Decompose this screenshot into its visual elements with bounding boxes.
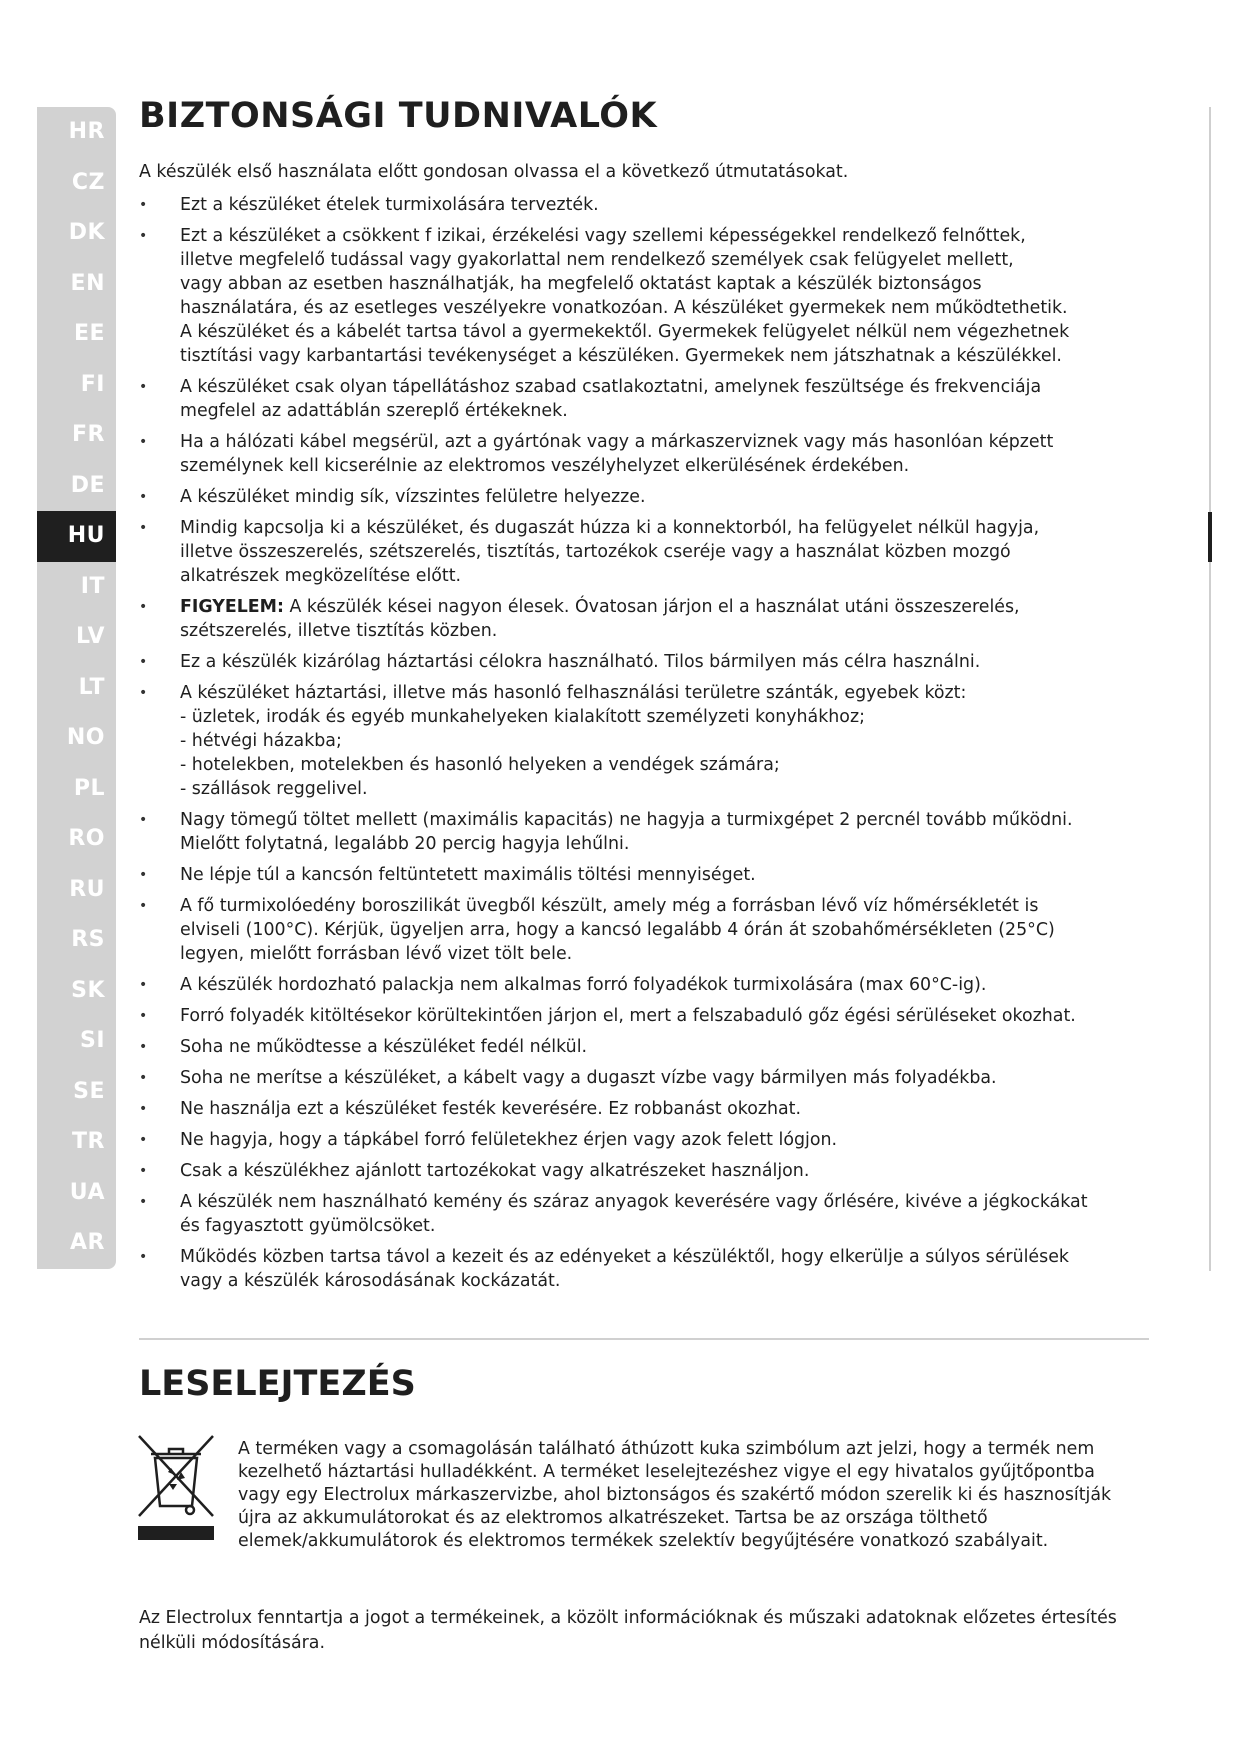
safety-intro: A készülék első használata előtt gondosan olvassa el a következő útmutatásokat.: [139, 162, 849, 182]
language-tab-rs[interactable]: RS: [71, 927, 105, 952]
disclaimer-text: Az Electrolux fenntartja a jogot a termékeinek, a közölt információknak és műszaki adatoknak előzetes értesítés nélküli módosítására.: [139, 1608, 1117, 1653]
language-tab-hu[interactable]: HU: [37, 511, 116, 562]
disposal-title: LESELEJTEZÉS: [139, 1364, 416, 1404]
language-tab-dk[interactable]: DK: [68, 220, 105, 245]
language-tab-si[interactable]: SI: [79, 1028, 105, 1053]
language-tab-cz[interactable]: CZ: [71, 169, 105, 195]
language-sidebar: [37, 107, 116, 1269]
safety-item: • Ne lépje túl a kancsón feltüntetett maximális töltési mennyiséget.: [139, 863, 1149, 887]
safety-item: • A készüléket háztartási, illetve más hasonló felhasználási területre szánták, egyebek közt: - üzletek, irodák és egyéb munkahelyeken kialakított személyzeti konyhákhoz; - hétvégi házakba; - hotelekben, motelekben és hasonló helyeken a vendégek számára; - szállások reggelivel.: [139, 681, 1149, 801]
language-tab-it[interactable]: IT: [80, 573, 105, 599]
language-tab-ro[interactable]: RO: [68, 826, 105, 851]
safety-item: • A készülék nem használható kemény és száraz anyagok keverésére vagy őrlésére, kivéve a jégkockákat és fagyasztott gyümölcsöket.: [139, 1190, 1149, 1238]
safety-item: • A készülék hordozható palackja nem alkalmas forró folyadékok turmixolására (max 60°C-ig).: [139, 973, 1149, 997]
safety-item: • Ne hagyja, hogy a tápkábel forró felületekhez érjen vagy azok felett lógjon.: [139, 1128, 1149, 1152]
language-tab-no[interactable]: NO: [66, 725, 105, 750]
language-tab-ee[interactable]: EE: [73, 321, 105, 346]
language-tab-fr[interactable]: FR: [72, 422, 105, 447]
safety-item: • Ne használja ezt a készüléket festék keverésére. Ez robbanást okozhat.: [139, 1097, 1149, 1121]
safety-item: • Soha ne merítse a készüléket, a kábelt vagy a dugaszt vízbe vagy bármilyen más folyadékba.: [139, 1066, 1149, 1090]
language-tab-se[interactable]: SE: [73, 1078, 105, 1104]
language-tab-sk[interactable]: SK: [71, 977, 105, 1003]
language-tab-en[interactable]: EN: [70, 270, 105, 296]
language-tab-de[interactable]: DE: [70, 472, 105, 498]
warning-lead: FIGYELEM:: [180, 597, 284, 617]
safety-item: • Ha a hálózati kábel megsérül, azt a gyártónak vagy a márkaszerviznek vagy más hasonlóan képzett személynek kell kicserélnie az elektromos veszélyhelyzet elkerülésének érdekében.: [139, 430, 1149, 478]
safety-item: • A készüléket mindig sík, vízszintes felületre helyezze.: [139, 485, 1149, 509]
language-tab-tr[interactable]: TR: [72, 1129, 105, 1154]
language-tab-ua[interactable]: UA: [69, 1179, 105, 1205]
safety-item: [139, 595, 1149, 643]
language-tab-ru[interactable]: RU: [69, 876, 105, 902]
safety-item: • Soha ne működtesse a készüléket fedél nélkül.: [139, 1035, 1149, 1059]
page-edge-marker: [1208, 512, 1212, 562]
safety-item: • Nagy tömegű töltet mellett (maximális kapacitás) ne hagyja a turmixgépet 2 percnél tovább működni. Mielőtt folytatná, legalább 20 percig hagyja lehűlni.: [139, 808, 1149, 856]
language-tab-hr[interactable]: HR: [68, 119, 105, 144]
language-tab-ar[interactable]: AR: [70, 1230, 105, 1255]
safety-item: • Csak a készülékhez ajánlott tartozékokat vagy alkatrészeket használjon.: [139, 1159, 1149, 1183]
safety-title: BIZTONSÁGI TUDNIVALÓK: [139, 96, 658, 136]
safety-item: • Ez a készülék kizárólag háztartási célokra használható. Tilos bármilyen más célra használni.: [139, 650, 1149, 674]
crossed-out-bin-icon: [133, 1432, 219, 1544]
safety-item: • Működés közben tartsa távol a kezeit és az edényeket a készüléktől, hogy elkerülje a súlyos sérülések vagy a készülék károsodásának kockázatát.: [139, 1245, 1149, 1293]
language-tab-pl[interactable]: PL: [73, 775, 105, 801]
safety-item: • Forró folyadék kitöltésekor körültekintően járjon el, mert a felszabaduló gőz égési sérüléseket okozhat.: [139, 1004, 1149, 1028]
safety-item: • A fő turmixolóedény boroszilikát üvegből készült, amely még a forrásban lévő víz hőmérsékletét is elviseli (100°C). Kérjük, ügyeljen arra, hogy a kancsó legalább 4 órán át szobahőmérsékleten (25°C) legyen, mielőtt forrásban lévő vizet tölt bele.: [139, 894, 1149, 966]
safety-list: [139, 193, 1149, 1293]
safety-item-text: A készülék kései nagyon élesek. Óvatosan járjon el a használat utáni összeszerelés, szétszerelés, illetve tisztítás közben.: [180, 597, 1020, 641]
safety-item: • Ezt a készüléket a csökkent f izikai, érzékelési vagy szellemi képességekkel rendelkező felnőttek, illetve megfelelő tudással vagy gyakorlattal nem rendelkező személyek csak felügyelet mellett, vagy abban az esetben használhatják, ha megfelelő oktatást kaptak a készülék biztonságos használatára, és az esetleges veszélyekre vonatkozóan. A készüléket gyermekek nem működtethetik. A készüléket és a kábelét tartsa távol a gyermekektől. Gyermekek felügyelet nélkül nem végezhetnek tisztítási vagy karbantartási tevékenységet a készüléken. Gyermekek nem játszhatnak a készülékkel.: [139, 224, 1149, 368]
language-tab-lv[interactable]: LV: [75, 624, 105, 649]
section-divider: [139, 1338, 1149, 1340]
safety-item: • Mindig kapcsolja ki a készüléket, és dugaszát húzza ki a konnektorból, ha felügyelet nélkül hagyja, illetve összeszerelés, szétszerelés, tisztítás, tartozékok cseréje vagy a használat közben mozgó alkatrészek megközelítése előtt.: [139, 516, 1149, 588]
safety-section: [139, 96, 1149, 1300]
language-tab-fi[interactable]: FI: [80, 371, 105, 397]
disposal-text: A terméken vagy a csomagolásán található áthúzott kuka szimbólum azt jelzi, hogy a termék nem kezelhető háztartási hulladékként. A terméket leselejtezéshez vigye el egy hivatalos gyűjtőpontba vagy egy Electrolux márkaszervizbe, ahol biztonságos és szakértő módon szerelik ki és hasznosítják újra az akkumulátorokat és az elektromos alkatrészeket. Tartsa be az országa tölthető elemek/akkumulátorok és elektromos termékek szelektív begyűjtésére vonatkozó szabályait.: [238, 1439, 1112, 1551]
language-tab-lt[interactable]: LT: [78, 674, 105, 700]
safety-item: • Ezt a készüléket ételek turmixolására tervezték.: [139, 193, 1149, 217]
safety-item: • A készüléket csak olyan tápellátáshoz szabad csatlakoztatni, amelynek feszültsége és frekvenciája megfelel az adattáblán szereplő értékeknek.: [139, 375, 1149, 423]
page-edge-rule: [1209, 107, 1211, 1271]
